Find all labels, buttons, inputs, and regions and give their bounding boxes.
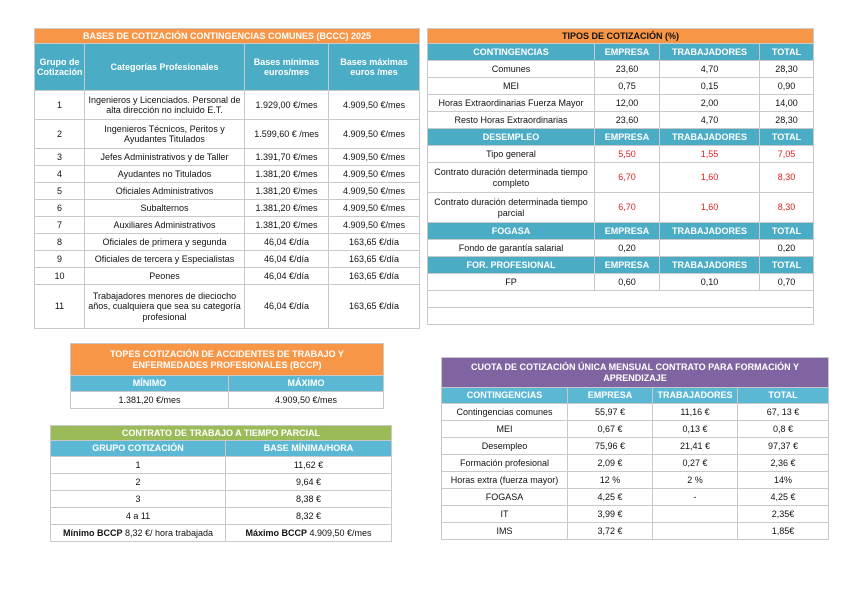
table-row [35, 234, 420, 251]
table-row [35, 91, 420, 120]
bccc-header-bases-max: Bases máximas euros /mes [329, 44, 420, 91]
cell: 0,10 [660, 274, 760, 291]
cell: Desempleo [442, 438, 568, 455]
cell: 11,16 € [653, 404, 738, 421]
table-row [35, 166, 420, 183]
table-row [428, 163, 814, 193]
parcial-table-block [50, 425, 391, 542]
cell: 23,60 [595, 112, 660, 129]
cell: Contrato duración determinada tiempo completo [428, 163, 595, 193]
section-header: EMPRESA [595, 129, 660, 146]
cell: 3,99 € [568, 506, 653, 523]
formacion-title: CUOTA DE COTIZACIÓN ÚNICA MENSUAL CONTRATO PARA FORMACIÓN Y APRENDIZAJE [442, 358, 829, 388]
cell: MEI [428, 78, 595, 95]
topes-table-block [70, 343, 383, 409]
cell: 14% [738, 472, 829, 489]
cell: 67, 13 € [738, 404, 829, 421]
cell: Horas extra (fuerza mayor) [442, 472, 568, 489]
bccc-header-bases-min: Bases mínimas euros/mes [245, 44, 329, 91]
cell: 1.381,20 €/mes [245, 200, 329, 217]
table-row [35, 149, 420, 166]
cell: 46,04 €/día [245, 285, 329, 329]
cell: 4.909,50 €/mes [329, 91, 420, 120]
cell: 4.909,50 €/mes [329, 166, 420, 183]
cell: IT [442, 506, 568, 523]
table-row [35, 251, 420, 268]
tipos-title: TIPOS DE COTIZACIÓN (%) [428, 29, 814, 44]
section-header: TRABAJADORES [660, 129, 760, 146]
section-header: TRABAJADORES [660, 44, 760, 61]
cell [428, 308, 814, 325]
table-row [35, 120, 420, 149]
cell: 12 % [568, 472, 653, 489]
cell: 3,72 € [568, 523, 653, 540]
section-header: EMPRESA [595, 223, 660, 240]
cell: Tipo general [428, 146, 595, 163]
section-header: CONTINGENCIAS [428, 44, 595, 61]
cell: 8 [35, 234, 85, 251]
cell: 12,00 [595, 95, 660, 112]
cell: 23,60 [595, 61, 660, 78]
cell: 3 [35, 149, 85, 166]
cell: 1 [51, 457, 226, 474]
table-row [442, 421, 829, 438]
cell: MEI [442, 421, 568, 438]
cell: Resto Horas Extraordinarias [428, 112, 595, 129]
cell: 1.929,00 €/mes [245, 91, 329, 120]
section-header: FOGASA [428, 223, 595, 240]
formacion-header: TOTAL [738, 388, 829, 404]
cell: 2,35€ [738, 506, 829, 523]
cell: 28,30 [760, 112, 814, 129]
tipos-table [427, 28, 814, 325]
cell: 0,60 [595, 274, 660, 291]
table-row [51, 457, 392, 474]
cell: 28,30 [760, 61, 814, 78]
parcial-footer-row [51, 525, 392, 542]
cell: Comunes [428, 61, 595, 78]
table-row [428, 240, 814, 257]
table-row [35, 217, 420, 234]
cell: 0,15 [660, 78, 760, 95]
cell: 2 % [653, 472, 738, 489]
cell: 4.909,50 €/mes [329, 149, 420, 166]
cell: IMS [442, 523, 568, 540]
cell: 1,55 [660, 146, 760, 163]
cell: 0,67 € [568, 421, 653, 438]
parcial-header: BASE MÍNIMA/HORA [226, 441, 392, 457]
tipos-table-block [427, 28, 813, 325]
cell: 2 [51, 474, 226, 491]
section-header: EMPRESA [595, 44, 660, 61]
cell: 8,30 [760, 193, 814, 223]
cell: 0,90 [760, 78, 814, 95]
cell: Subalternos [85, 200, 245, 217]
cell: 1,60 [660, 163, 760, 193]
cell: 2,00 [660, 95, 760, 112]
cell: 0,20 [595, 240, 660, 257]
parcial-footer-max-value: 4.909,50 €/mes [309, 527, 372, 538]
topes-max-value: 4.909,50 €/mes [229, 392, 384, 409]
cell: 0,13 € [653, 421, 738, 438]
cell: Ingenieros Técnicos, Peritos y Ayudantes Titulados [85, 120, 245, 149]
cell: 9 [35, 251, 85, 268]
cell: 3 [51, 491, 226, 508]
table-row [51, 491, 392, 508]
cell: 4 a 11 [51, 508, 226, 525]
cell: 4,25 € [738, 489, 829, 506]
topes-min-label: MÍNIMO [71, 376, 229, 392]
cell [653, 523, 738, 540]
cell: 1.599,60 € /mes [245, 120, 329, 149]
cell: 10 [35, 268, 85, 285]
table-row-empty [428, 308, 814, 325]
cell: Jefes Administrativos y de Taller [85, 149, 245, 166]
cell: 14,00 [760, 95, 814, 112]
cell: 6,70 [595, 193, 660, 223]
cell: 8,38 € [226, 491, 392, 508]
section-header: TOTAL [760, 44, 814, 61]
cell: 163,65 €/día [329, 268, 420, 285]
cell: 4,70 [660, 112, 760, 129]
topes-max-label: MÁXIMO [229, 376, 384, 392]
cell: 0,8 € [738, 421, 829, 438]
cell: 1,85€ [738, 523, 829, 540]
cell: Formación profesional [442, 455, 568, 472]
cell [428, 291, 814, 308]
cell: 7,05 [760, 146, 814, 163]
table-row [51, 474, 392, 491]
table-row [428, 193, 814, 223]
cell: Trabajadores menores de dieciocho años, cualquiera que sea su categoría profesional [85, 285, 245, 329]
cell: 4.909,50 €/mes [329, 200, 420, 217]
cell: 1.381,20 €/mes [245, 183, 329, 200]
cell: Horas Extraordinarias Fuerza Mayor [428, 95, 595, 112]
formacion-table-block [441, 357, 828, 540]
cell: Fondo de garantía salarial [428, 240, 595, 257]
parcial-footer-min-value: 8,32 €/ hora trabajada [124, 527, 214, 538]
cell: 163,65 €/día [329, 234, 420, 251]
cell: 0,20 [760, 240, 814, 257]
table-row [442, 506, 829, 523]
table-row [428, 95, 814, 112]
bccc-header-categorias: Categorías Profesionales [85, 44, 245, 91]
cell: 2,09 € [568, 455, 653, 472]
table-row [442, 455, 829, 472]
table-row [51, 508, 392, 525]
table-row [35, 200, 420, 217]
section-header: TOTAL [760, 129, 814, 146]
cell: 4.909,50 €/mes [329, 183, 420, 200]
parcial-footer-max-label: Máximo BCCP [245, 527, 307, 538]
topes-min-value: 1.381,20 €/mes [71, 392, 229, 409]
cell: 0,70 [760, 274, 814, 291]
parcial-table [50, 425, 392, 542]
cell: 46,04 €/día [245, 234, 329, 251]
cell: 8,32 € [226, 508, 392, 525]
section-header: FOR. PROFESIONAL [428, 257, 595, 274]
cell: 4.909,50 €/mes [329, 120, 420, 149]
cell: 0,27 € [653, 455, 738, 472]
cell: Oficiales de tercera y Especialistas [85, 251, 245, 268]
table-row [442, 489, 829, 506]
cell: 75,96 € [568, 438, 653, 455]
table-row [428, 146, 814, 163]
section-header: TRABAJADORES [660, 257, 760, 274]
cell: 1.381,20 €/mes [245, 217, 329, 234]
cell: 8,30 [760, 163, 814, 193]
cell: Oficiales de primera y segunda [85, 234, 245, 251]
table-row [428, 274, 814, 291]
cell: 0,75 [595, 78, 660, 95]
table-row [442, 438, 829, 455]
section-header: TOTAL [760, 257, 814, 274]
cell: Contingencias comunes [442, 404, 568, 421]
parcial-footer-min-label: Mínimo BCCP [62, 527, 123, 538]
cell: 21,41 € [653, 438, 738, 455]
cell: 46,04 €/día [245, 268, 329, 285]
cell: 4,70 [660, 61, 760, 78]
table-row [35, 285, 420, 329]
table-row [428, 78, 814, 95]
cell: 2,36 € [738, 455, 829, 472]
section-header: DESEMPLEO [428, 129, 595, 146]
parcial-header: GRUPO COTIZACIÓN [51, 441, 226, 457]
cell: 2 [35, 120, 85, 149]
table-row [35, 268, 420, 285]
cell: 1.381,20 €/mes [245, 166, 329, 183]
table-row [428, 112, 814, 129]
cell: 1 [35, 91, 85, 120]
cell: 11 [35, 285, 85, 329]
bccc-title: BASES DE COTIZACIÓN CONTINGENCIAS COMUNES (BCCC) 2025 [35, 29, 420, 44]
cell: 55,97 € [568, 404, 653, 421]
formacion-header: CONTINGENCIAS [442, 388, 568, 404]
bccc-header-grupo: Grupo de Cotización [35, 44, 85, 91]
topes-table [70, 343, 384, 409]
table-row-empty [428, 291, 814, 308]
cell: 5,50 [595, 146, 660, 163]
cell: 5 [35, 183, 85, 200]
parcial-footer-min [51, 525, 226, 542]
cell: Peones [85, 268, 245, 285]
cell: 11,62 € [226, 457, 392, 474]
table-row [442, 404, 829, 421]
cell: 1,60 [660, 193, 760, 223]
section-header: EMPRESA [595, 257, 660, 274]
cell: Auxiliares Administrativos [85, 217, 245, 234]
cell: 4,25 € [568, 489, 653, 506]
cell: FP [428, 274, 595, 291]
cell: 9,64 € [226, 474, 392, 491]
cell: - [653, 489, 738, 506]
section-header: TOTAL [760, 223, 814, 240]
cell: 7 [35, 217, 85, 234]
cell [660, 240, 760, 257]
table-row [442, 472, 829, 489]
cell [653, 506, 738, 523]
cell: Oficiales Administrativos [85, 183, 245, 200]
cell: 4 [35, 166, 85, 183]
formacion-table [441, 357, 829, 540]
cell: 163,65 €/día [329, 251, 420, 268]
parcial-title: CONTRATO DE TRABAJO A TIEMPO PARCIAL [51, 426, 392, 441]
cell: 97,37 € [738, 438, 829, 455]
bccc-table-block [34, 28, 419, 329]
table-row [35, 183, 420, 200]
cell: 6,70 [595, 163, 660, 193]
table-row [442, 523, 829, 540]
formacion-header: EMPRESA [568, 388, 653, 404]
cell: FOGASA [442, 489, 568, 506]
cell: Contrato duración determinada tiempo parcial [428, 193, 595, 223]
formacion-header: TRABAJADORES [653, 388, 738, 404]
bccc-table [34, 28, 420, 329]
table-row [428, 61, 814, 78]
cell: Ayudantes no Titulados [85, 166, 245, 183]
section-header: TRABAJADORES [660, 223, 760, 240]
cell: 46,04 €/día [245, 251, 329, 268]
cell: 1.391,70 €/mes [245, 149, 329, 166]
cell: 163,65 €/día [329, 285, 420, 329]
cell: 4.909,50 €/mes [329, 217, 420, 234]
cell: Ingenieros y Licenciados. Personal de alta dirección no incluido E.T. [85, 91, 245, 120]
topes-title: TOPES COTIZACIÓN DE ACCIDENTES DE TRABAJO Y ENFERMEDADES PROFESIONALES (BCCP) [71, 344, 384, 376]
parcial-footer-max [226, 525, 392, 542]
cell: 6 [35, 200, 85, 217]
